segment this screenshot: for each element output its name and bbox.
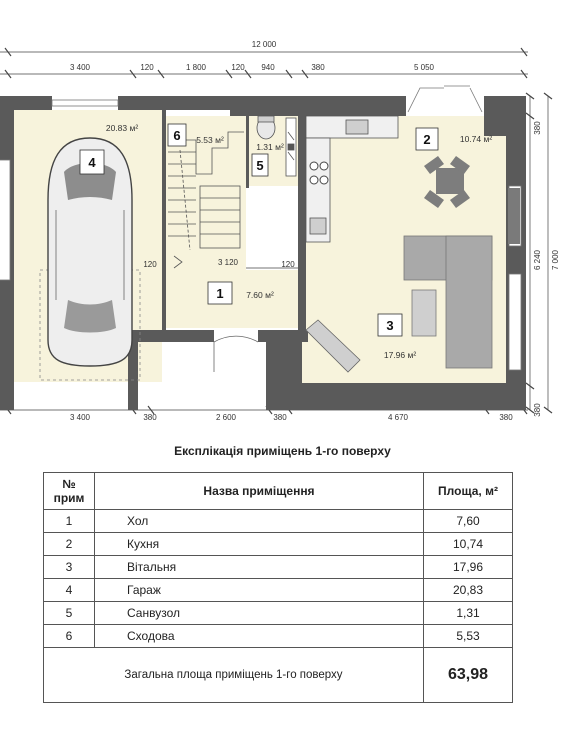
rooms-table xyxy=(43,472,513,703)
cell-no: 6 xyxy=(44,625,95,648)
table-row xyxy=(44,510,513,533)
cell-name: Кухня xyxy=(95,533,424,556)
dim-overall: 12 000 xyxy=(251,40,277,49)
cell-no: 1 xyxy=(44,510,95,533)
table-header-row xyxy=(44,473,513,510)
window-frame-kitchen xyxy=(508,188,520,244)
dim-top-4: 120 xyxy=(231,63,245,72)
cell-name: Сходова xyxy=(95,625,424,648)
total-value: 63,98 xyxy=(424,648,513,703)
cell-name: Гараж xyxy=(95,579,424,602)
dim-top-3: 1 800 xyxy=(185,63,207,72)
room-area: 7.60 м² xyxy=(246,290,274,300)
dim-top-7: 5 050 xyxy=(413,63,435,72)
cell-name: Хол xyxy=(95,510,424,533)
room-number: 6 xyxy=(173,128,181,143)
cell-area: 10,74 xyxy=(424,533,513,556)
room-area: 1.31 м² xyxy=(256,142,284,152)
dim-inner-3: 120 xyxy=(281,260,295,269)
header-no: № прим xyxy=(44,473,95,510)
dim-bottom-1: 3 400 xyxy=(69,413,91,422)
header-area: Площа, м² xyxy=(424,473,513,510)
dim-bottom-5: 4 670 xyxy=(387,413,409,422)
cell-area: 5,53 xyxy=(424,625,513,648)
table-caption: Експлікація приміщень 1-го поверху xyxy=(174,444,391,458)
table-total-row xyxy=(44,648,513,703)
dim-bottom-3: 2 600 xyxy=(215,413,237,422)
room-number: 5 xyxy=(256,158,264,173)
header-name: Назва приміщення xyxy=(95,473,424,510)
room-number: 4 xyxy=(88,155,96,170)
table-row xyxy=(44,556,513,579)
dim-inner-1: 120 xyxy=(143,260,157,269)
cell-no: 3 xyxy=(44,556,95,579)
cell-area: 17,96 xyxy=(424,556,513,579)
dim-right-mid: 6 240 xyxy=(533,249,542,271)
table-row xyxy=(44,625,513,648)
room-area: 5.53 м² xyxy=(196,135,224,145)
room-area: 17.96 м² xyxy=(383,350,417,360)
cell-area: 20,83 xyxy=(424,579,513,602)
terrace-door xyxy=(408,86,482,112)
dim-bottom-4: 380 xyxy=(273,413,287,422)
dim-right-lower: 380 xyxy=(533,403,542,417)
cell-area: 7,60 xyxy=(424,510,513,533)
dim-inner-2: 3 120 xyxy=(217,258,239,267)
dim-bottom-6: 380 xyxy=(499,413,513,422)
dim-top-1: 3 400 xyxy=(69,63,91,72)
room-area: 10.74 м² xyxy=(459,134,493,144)
dim-right-upper: 380 xyxy=(533,121,542,135)
dim-top-6: 380 xyxy=(311,63,325,72)
cell-area: 1,31 xyxy=(424,602,513,625)
dim-bottom-2: 380 xyxy=(143,413,157,422)
dim-right-total: 7 000 xyxy=(551,249,560,271)
table-row xyxy=(44,579,513,602)
room-number: 3 xyxy=(386,318,394,333)
cell-no: 5 xyxy=(44,602,95,625)
cell-no: 2 xyxy=(44,533,95,556)
room-number: 1 xyxy=(216,286,224,301)
total-label: Загальна площа приміщень 1-го поверху xyxy=(44,648,424,703)
room-number: 2 xyxy=(423,132,431,147)
table-row xyxy=(44,533,513,556)
dim-top-5: 940 xyxy=(261,63,275,72)
cell-no: 4 xyxy=(44,579,95,602)
room-area: 20.83 м² xyxy=(105,123,139,133)
dim-top-2: 120 xyxy=(140,63,154,72)
cell-name: Вітальня xyxy=(95,556,424,579)
cell-name: Санвузол xyxy=(95,602,424,625)
table-row xyxy=(44,602,513,625)
